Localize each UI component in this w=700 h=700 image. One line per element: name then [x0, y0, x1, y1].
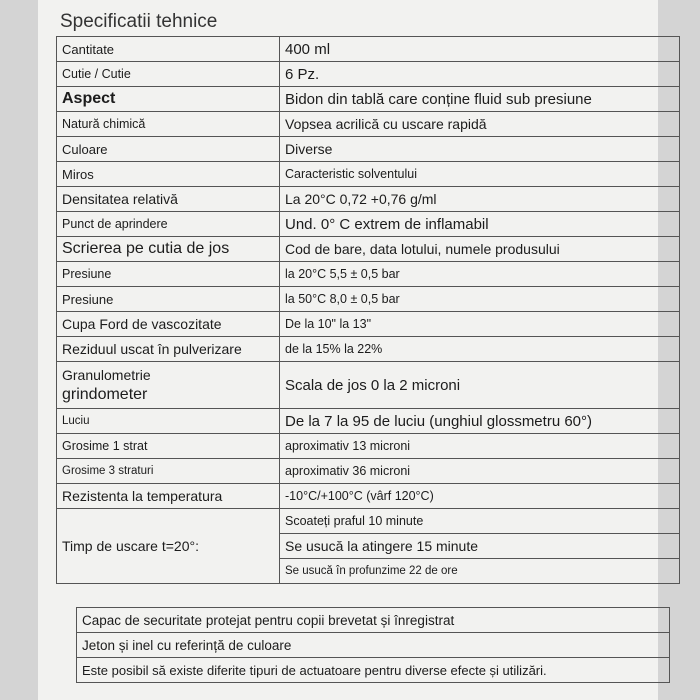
spec-value: De la 7 la 95 de luciu (unghiul glossmetru 60°)	[280, 409, 680, 434]
page-title: Specificatii tehnice	[60, 11, 218, 32]
table-row	[57, 112, 680, 137]
table-row	[57, 162, 680, 187]
table-row	[77, 608, 670, 633]
table-row	[57, 484, 680, 509]
spec-value: Caracteristic solventului	[280, 162, 680, 187]
table-row	[57, 212, 680, 237]
table-row	[57, 262, 680, 287]
spec-label: Miros	[57, 162, 280, 187]
table-row	[57, 137, 680, 162]
spec-value: la 50°C 8,0 ± 0,5 bar	[280, 287, 680, 312]
spec-value: Vopsea acrilică cu uscare rapidă	[280, 112, 680, 137]
spec-label: Cupa Ford de vascozitate	[57, 312, 280, 337]
drying-label: Timp de uscare t=20°:	[57, 509, 280, 584]
table-row	[57, 287, 680, 312]
spec-value: de la 15% la 22%	[280, 337, 680, 362]
spec-value: 400 ml	[280, 37, 680, 62]
table-row	[57, 37, 680, 62]
spec-label: Presiune	[57, 287, 280, 312]
spec-label: Luciu	[57, 409, 280, 434]
table-row	[57, 312, 680, 337]
table-row	[57, 434, 680, 459]
table-row	[57, 237, 680, 262]
drying-value: Se usucă la atingere 15 minute	[280, 534, 680, 559]
notes-table	[76, 607, 670, 683]
spec-label: Aspect	[57, 87, 280, 112]
spec-value: Bidon din tablă care conține fluid sub presiune	[280, 87, 680, 112]
table-row	[57, 62, 680, 87]
spec-label: Grosime 1 strat	[57, 434, 280, 459]
spec-label: Scrierea pe cutia de jos	[57, 237, 280, 262]
spec-value: Diverse	[280, 137, 680, 162]
spec-table	[56, 36, 680, 584]
spec-value: Scala de jos 0 la 2 microni	[280, 362, 680, 409]
spec-label: Grosime 3 straturi	[57, 459, 280, 484]
spec-value: De la 10" la 13"	[280, 312, 680, 337]
spec-value: La 20°C 0,72 +0,76 g/ml	[280, 187, 680, 212]
drying-value: Scoateți praful 10 minute	[280, 509, 680, 534]
table-row	[57, 187, 680, 212]
note-text: Capac de securitate protejat pentru copii brevetat și înregistrat	[77, 608, 670, 633]
spec-label	[57, 362, 280, 409]
note-text: Jeton și inel cu referință de culoare	[77, 633, 670, 658]
spec-label: Natură chimică	[57, 112, 280, 137]
spec-label: Cantitate	[57, 37, 280, 62]
spec-value: Cod de bare, data lotului, numele produsului	[280, 237, 680, 262]
table-row	[57, 459, 680, 484]
spec-value: 6 Pz.	[280, 62, 680, 87]
spec-label-line: grindometer	[62, 386, 148, 403]
spec-label: Culoare	[57, 137, 280, 162]
spec-value: aproximativ 36 microni	[280, 459, 680, 484]
table-row	[57, 337, 680, 362]
spec-label: Punct de aprindere	[57, 212, 280, 237]
spec-label: Presiune	[57, 262, 280, 287]
spec-value: Und. 0° C extrem de inflamabil	[280, 212, 680, 237]
spec-value: la 20°C 5,5 ± 0,5 bar	[280, 262, 680, 287]
note-text: Este posibil să existe diferite tipuri de actuatoare pentru diverse efecte și utilizări.	[77, 658, 670, 683]
drying-value: Se usucă în profunzime 22 de ore	[280, 559, 680, 584]
table-row	[57, 362, 680, 409]
table-row	[57, 87, 680, 112]
table-row	[77, 633, 670, 658]
spec-label: Reziduul uscat în pulverizare	[57, 337, 280, 362]
spec-label: Cutie / Cutie	[57, 62, 280, 87]
spec-label: Densitatea relativă	[57, 187, 280, 212]
table-row	[57, 409, 680, 434]
table-row	[57, 509, 680, 534]
spec-label-line: Granulometrie	[62, 367, 151, 383]
spec-value: aproximativ 13 microni	[280, 434, 680, 459]
spec-label: Rezistenta la temperatura	[57, 484, 280, 509]
table-row	[77, 658, 670, 683]
spec-value: -10°C/+100°C (vârf 120°C)	[280, 484, 680, 509]
document-page	[38, 0, 658, 700]
